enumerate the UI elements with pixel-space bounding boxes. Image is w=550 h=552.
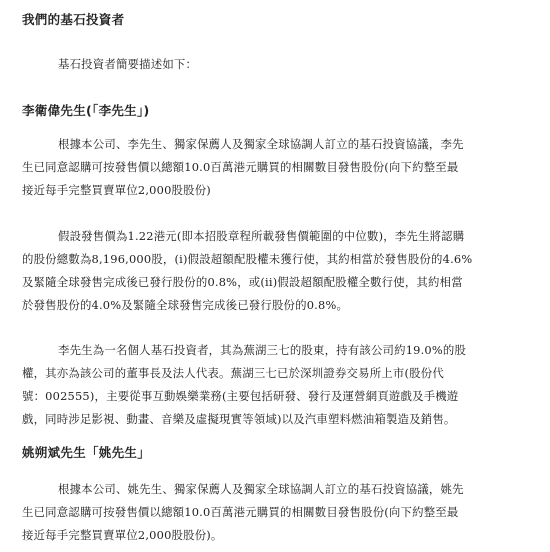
text-line: 生已同意認購可按發售價以總額10.0百萬港元購買的相關數目發售股份(向下約整至最 — [22, 505, 459, 519]
intro-line: 基石投資者簡要描述如下： — [58, 57, 198, 71]
investor-heading-yao: 姚朔斌先生「姚先生」 — [22, 445, 151, 460]
text-line: 戲，同時涉足影視、動畫、音樂及虛擬現實等領域)以及汽車塑料燃油箱製造及銷售。 — [22, 412, 456, 426]
text-line: 假設發售價為1.22港元(即本招股章程所載發售價範圍的中位數)，李先生將認購 — [58, 229, 465, 243]
paragraph-li-offer-price — [22, 225, 532, 317]
text-line: 的股份總數為8,196,000股，(i)假設超額配股權未獲行使，其約相當於發售股份的4.6% — [22, 252, 473, 266]
investor-heading-li: 李衛偉先生(「李先生」) — [22, 103, 150, 118]
paragraph-yao-agreement — [22, 478, 532, 547]
text-line: 根據本公司、姚先生、獨家保薦人及獨家全球協調人訂立的基石投資協議，姚先 — [58, 482, 464, 496]
text-line: 接近每手完整買賣單位2,000股股份)。 — [22, 528, 223, 542]
section-title: 我們的基石投資者 — [22, 12, 125, 27]
text-line: 號：002555)，主要從事互動娛樂業務(主要包括研發、發行及運營網頁遊戲及手機遊 — [22, 389, 459, 403]
text-line: 及緊隨全球發售完成後已發行股份的0.8%，或(ii)假設超額配股權全數行使，其約相當 — [22, 275, 463, 289]
text-line: 李先生為一名個人基石投資者，其為蕪湖三七的股東，持有該公司約19.0%的股 — [58, 343, 467, 357]
text-line: 接近每手完整買賣單位2,000股股份) — [22, 183, 211, 197]
text-line: 生已同意認購可按發售價以總額10.0百萬港元購買的相關數目發售股份(向下約整至最 — [22, 160, 459, 174]
paragraph-li-background — [22, 339, 532, 431]
text-line: 於發售股份的4.0%及緊隨全球發售完成後已發行股份的0.8%。 — [22, 298, 349, 312]
text-line: 根據本公司、李先生、獨家保薦人及獨家全球協調人訂立的基石投資協議，李先 — [58, 137, 464, 151]
intro-text — [22, 53, 532, 76]
text-line: 權，其亦為該公司的董事長及法人代表。蕪湖三七已於深圳證券交易所上市(股份代 — [22, 366, 444, 380]
paragraph-li-agreement — [22, 133, 532, 202]
